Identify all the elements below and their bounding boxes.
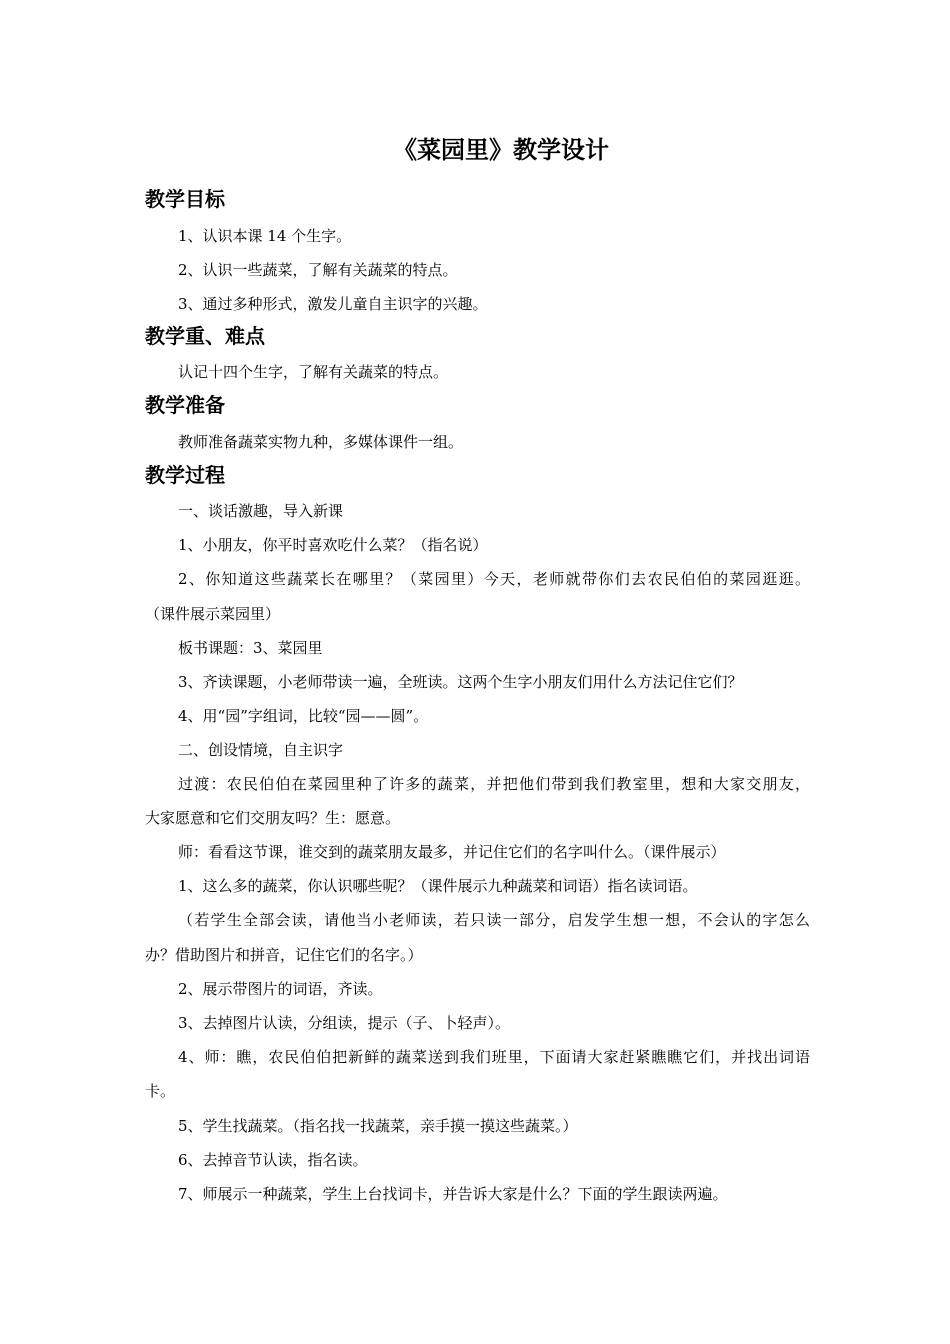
process-line: （若学生全部会读，请他当小老师读，若只读一部分，启发学生想一想，不会认的字怎么 — [178, 911, 810, 929]
process-line: 板书课题：3、菜园里 — [178, 639, 323, 657]
process-line: 2、展示带图片的词语，齐读。 — [178, 980, 383, 998]
preparation-text: 教师准备蔬菜实物九种，多媒体课件一组。 — [178, 433, 464, 451]
process-line: 二、创设情境，自主识字 — [178, 741, 344, 759]
objective-item: 1、认识本课 14 个生字。 — [178, 227, 352, 245]
objective-item: 3、通过多种形式，激发儿童自主识字的兴趣。 — [178, 295, 488, 313]
process-line: 4、师：瞧，农民伯伯把新鲜的蔬菜送到我们班里，下面请大家赶紧瞧瞧它们，并找出词语 — [178, 1048, 810, 1066]
heading-objectives: 教学目标 — [145, 187, 225, 211]
process-line: 7、师展示一种蔬菜，学生上台找词卡，并告诉大家是什么？下面的学生跟读两遍。 — [178, 1185, 728, 1203]
process-line: 过渡：农民伯伯在菜园里种了许多的蔬菜，并把他们带到我们教室里，想和大家交朋友， — [178, 775, 810, 793]
process-line: （课件展示菜园里） — [145, 605, 281, 623]
process-line: 5、学生找蔬菜。（指名找一找蔬菜，亲手摸一摸这些蔬菜。） — [178, 1117, 578, 1135]
process-line: 1、这么多的蔬菜，你认识哪些呢？（课件展示九种蔬菜和词语）指名读词语。 — [178, 877, 698, 895]
process-line: 卡。 — [145, 1082, 176, 1100]
process-line: 办？借助图片和拼音，记住它们的名字。） — [145, 946, 423, 964]
process-line: 1、小朋友，你平时喜欢吃什么菜？（指名说） — [178, 536, 488, 554]
objective-item: 2、认识一些蔬菜，了解有关蔬菜的特点。 — [178, 261, 458, 279]
heading-preparation: 教学准备 — [145, 393, 225, 417]
process-line: 师：看看这节课，谁交到的蔬菜朋友最多，并记住它们的名字叫什么。（课件展示） — [178, 843, 726, 861]
process-line: 3、去掉图片认读，分组读，提示（子、卜轻声）。 — [178, 1014, 511, 1032]
heading-key-points: 教学重、难点 — [145, 324, 265, 348]
process-line: 4、用“园”字组词，比较“园——圆”。 — [178, 707, 429, 725]
process-line: 3、齐读课题，小老师带读一遍，全班读。这两个生字小朋友们用什么方法记住它们？ — [178, 673, 743, 691]
process-line: 6、去掉音节认读，指名读。 — [178, 1151, 368, 1169]
process-line: 一、谈话激趣，导入新课 — [178, 502, 344, 520]
process-line: 2、你知道这些蔬菜长在哪里？（菜园里）今天，老师就带你们去农民伯伯的菜园逛逛。 — [178, 570, 810, 588]
heading-process: 教学过程 — [145, 463, 225, 487]
process-line: 大家愿意和它们交朋友吗？生：愿意。 — [145, 809, 401, 827]
document-title: 《菜园里》教学设计 — [393, 136, 609, 164]
key-points-text: 认记十四个生字，了解有关蔬菜的特点。 — [178, 363, 449, 381]
